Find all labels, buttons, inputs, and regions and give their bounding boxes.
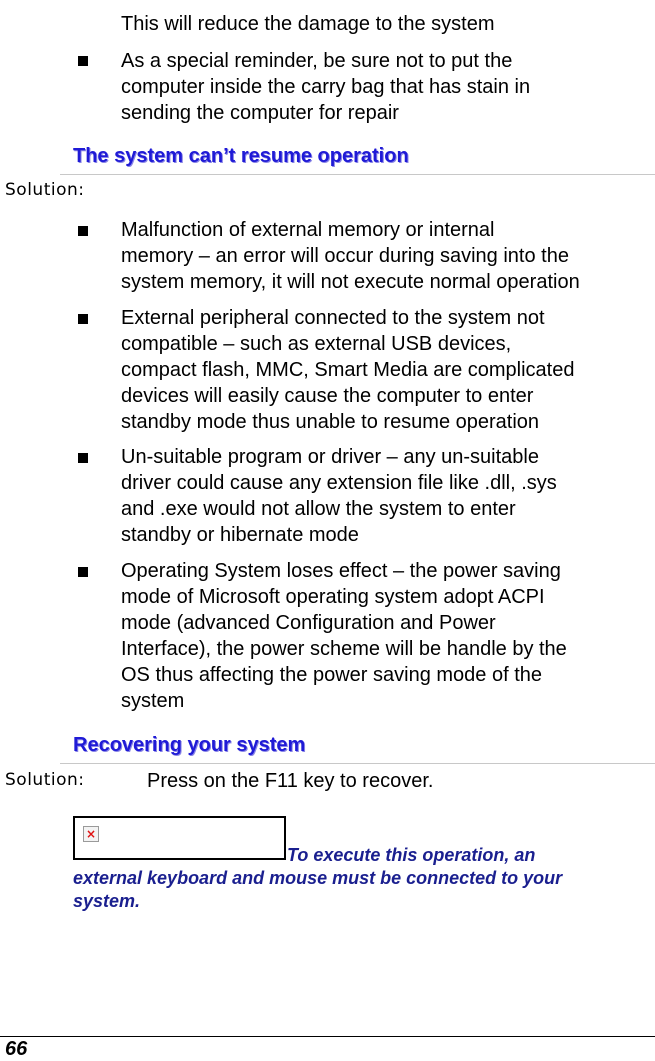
solution-text: Press on the F11 key to recover. — [147, 770, 434, 792]
note-line-2: external keyboard and mouse must be connected to your — [73, 868, 563, 888]
bullet-3-line-3: and .exe would not allow the system to enter — [121, 498, 516, 520]
bullet-3-line-4: standby or hibernate mode — [121, 524, 359, 546]
section-heading-recovering: Recovering your system — [73, 734, 306, 756]
bullet-3-line-1: Un-suitable program or driver – any un-suitable — [121, 446, 539, 468]
section-divider — [60, 763, 655, 764]
note-line-3: system. — [73, 891, 141, 911]
reminder-line-1: As a special reminder, be sure not to put the — [121, 50, 513, 72]
bullet-3-line-2: driver could cause any extension file like .dll, .sys — [121, 472, 557, 494]
section-divider — [60, 174, 655, 175]
bullet-icon — [78, 56, 88, 66]
bullet-icon — [78, 567, 88, 577]
solution-label: Solution: — [5, 770, 85, 790]
note-line-1: To execute this operation, an — [287, 845, 536, 865]
bullet-4-line-6: system — [121, 690, 185, 712]
footer-divider — [0, 1036, 655, 1037]
bullet-1-line-1: Malfunction of external memory or internal — [121, 219, 495, 241]
bullet-2-line-1: External peripheral connected to the system not — [121, 307, 545, 329]
bullet-1-line-2: memory – an error will occur during saving into the — [121, 245, 569, 267]
note-image-frame — [73, 816, 286, 860]
broken-image-icon: × — [83, 826, 99, 842]
bullet-2-line-3: compact flash, MMC, Smart Media are complicated — [121, 359, 575, 381]
bullet-2-line-4: devices will easily cause the computer to enter — [121, 385, 534, 407]
bullet-2-line-2: compatible – such as external USB devices, — [121, 333, 512, 355]
bullet-icon — [78, 453, 88, 463]
bullet-4-line-2: mode of Microsoft operating system adopt ACPI — [121, 586, 545, 608]
bullet-icon — [78, 226, 88, 236]
reminder-line-3: sending the computer for repair — [121, 102, 399, 124]
page-number: 66 — [5, 1038, 28, 1060]
bullet-4-line-1: Operating System loses effect – the power saving — [121, 560, 561, 582]
bullet-4-line-5: OS thus affecting the power saving mode of the — [121, 664, 542, 686]
reminder-line-2: computer inside the carry bag that has stain in — [121, 76, 531, 98]
bullet-2-line-5: standby mode thus unable to resume operation — [121, 411, 540, 433]
solution-label: Solution: — [5, 180, 85, 200]
intro-line: This will reduce the damage to the system — [121, 13, 495, 35]
bullet-1-line-3: system memory, it will not execute normal operation — [121, 271, 580, 293]
bullet-4-line-4: Interface), the power scheme will be handle by the — [121, 638, 567, 660]
section-heading-resume: The system can’t resume operation — [73, 145, 409, 167]
bullet-4-line-3: mode (advanced Configuration and Power — [121, 612, 496, 634]
bullet-icon — [78, 314, 88, 324]
